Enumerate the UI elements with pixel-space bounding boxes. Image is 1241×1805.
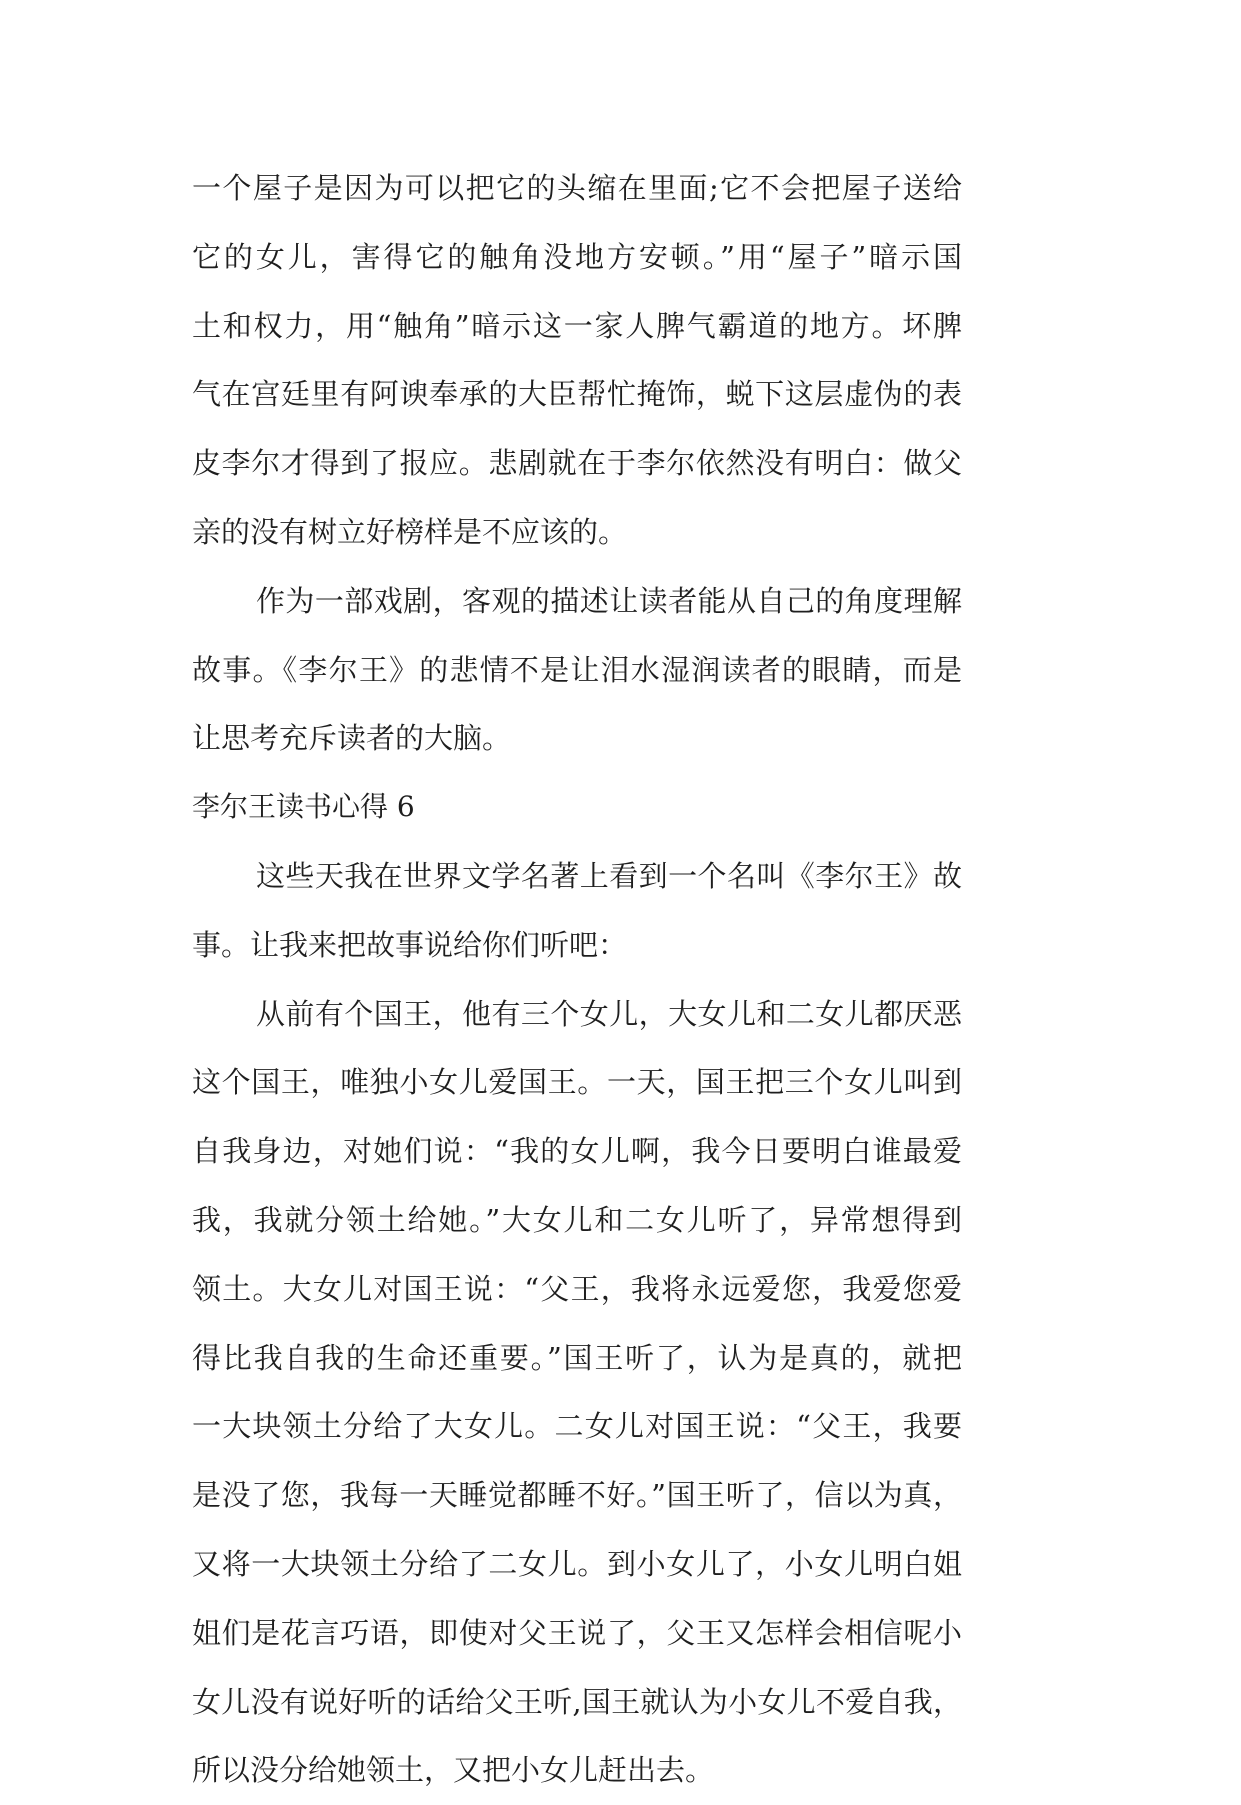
section-heading: 李尔王读书心得 6 [192,790,415,824]
text-line: 这些天我在世界文学名著上看到一个名叫《李尔王》故 [256,858,962,893]
text-line: 皮李尔才得到了报应。悲剧就在于李尔依然没有明白：做父 [192,446,962,481]
document-body [192,154,962,1805]
text-line: 一大块领土分给了大女儿。二女儿对国王说：“父王，我要 [192,1409,962,1444]
text-line: 气在宫廷里有阿谀奉承的大臣帮忙掩饰，蜕下这层虚伪的表 [192,377,962,412]
paragraph-intro [192,842,962,980]
text-line: 是没了您，我每一天睡觉都睡不好。”国王听了，信以为真， [192,1478,962,1513]
text-line: 女儿没有说好听的话给父王听,国王就认为小女儿不爱自我， [192,1684,962,1719]
paragraph-continued [192,154,962,567]
text-line: 这个国王，唯独小女儿爱国王。一天，国王把三个女儿叫到 [192,1065,962,1100]
text-line: 得比我自我的生命还重要。”国王听了，认为是真的，就把 [192,1340,962,1375]
text-line: 又将一大块领土分给了二女儿。到小女儿了，小女儿明白姐 [192,1546,962,1581]
text-line: 领土。大女儿对国王说：“父王，我将永远爱您，我爱您爱 [192,1271,962,1306]
text-line: 事。让我来把故事说给你们听吧： [192,927,628,962]
text-line: 从前有个国王，他有三个女儿，大女儿和二女儿都厌恶 [256,996,962,1031]
text-line: 自我身边，对她们说：“我的女儿啊，我今日要明白谁最爱 [192,1134,962,1169]
paragraph-drama [192,567,962,773]
text-line: 作为一部戏剧，客观的描述让读者能从自己的角度理解 [256,583,962,618]
text-line: 所以没分给她领土，又把小女儿赶出去。 [192,1753,715,1788]
text-line: 我，我就分领土给她。”大女儿和二女儿听了，异常想得到 [192,1202,962,1237]
text-line: 姐们是花言巧语，即使对父王说了，父王又怎样会相信呢小 [192,1615,962,1650]
text-line: 亲的没有树立好榜样是不应该的。 [192,514,628,549]
text-line: 土和权力，用“触角”暗示这一家人脾气霸道的地方。坏脾 [192,308,962,343]
text-line: 它的女儿，害得它的触角没地方安顿。”用“屋子”暗示国 [192,239,962,274]
text-line: 让思考充斥读者的大脑。 [192,721,512,756]
text-line: 故事。《李尔王》的悲情不是让泪水湿润读者的眼睛，而是 [192,652,962,687]
text-line: 一个屋子是因为可以把它的头缩在里面;它不会把屋子送给 [192,171,962,205]
paragraph-story [192,980,962,1805]
